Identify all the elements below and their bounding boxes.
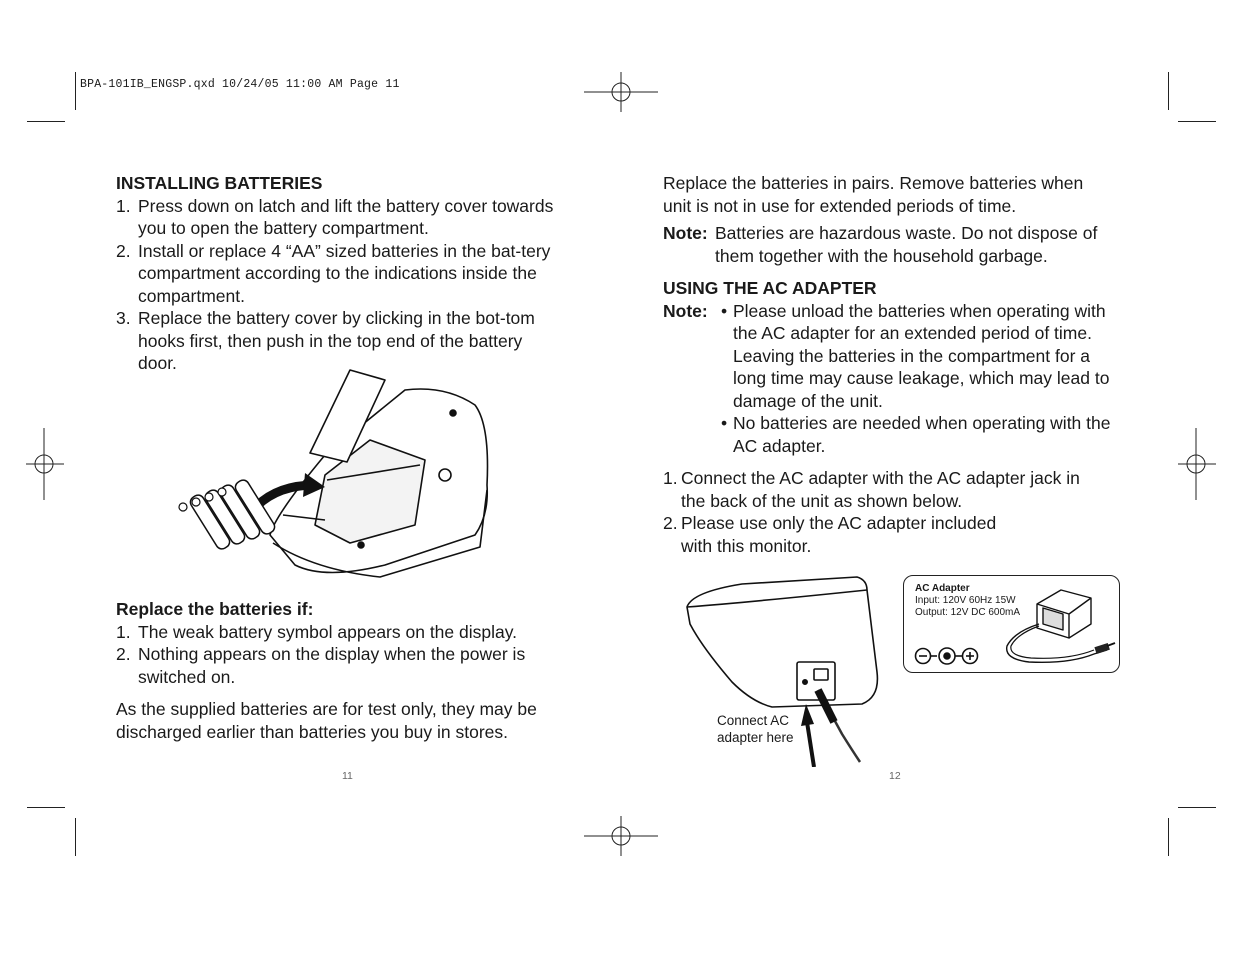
list-item bbox=[721, 412, 1113, 457]
step-number: 3. bbox=[116, 308, 131, 328]
battery-compartment-illustration bbox=[175, 365, 495, 585]
step-number: 2. bbox=[663, 513, 678, 533]
list-item bbox=[116, 195, 566, 240]
bullet-icon: • bbox=[721, 413, 728, 433]
note-label: Note: bbox=[663, 300, 708, 321]
list-item bbox=[116, 240, 566, 308]
note-text: Batteries are hazardous waste. Do not dispose of them together with the household garbage. bbox=[715, 223, 1098, 266]
page-number-right: 12 bbox=[889, 770, 901, 782]
adapter-title: AC Adapter bbox=[915, 583, 970, 594]
step-number: 1. bbox=[116, 621, 131, 642]
caption-line: Connect AC bbox=[717, 713, 790, 728]
supplied-batteries-note: As the supplied batteries are for test only, they may be discharged earlier than batteries you buy in stores. bbox=[116, 699, 537, 742]
page-number-left: 11 bbox=[342, 770, 353, 782]
list-item bbox=[663, 512, 1026, 557]
note-label: Note: bbox=[663, 223, 708, 243]
ac-note bbox=[663, 300, 1113, 458]
connect-caption bbox=[717, 712, 794, 746]
polarity-symbol-icon bbox=[914, 646, 980, 666]
ac-adapter-spec-box bbox=[903, 575, 1120, 673]
hazard-note bbox=[663, 222, 1113, 267]
replace-steps-list bbox=[116, 621, 556, 689]
caption-line: adapter here bbox=[717, 730, 794, 745]
step-number: 2. bbox=[116, 644, 131, 664]
list-item bbox=[721, 300, 1113, 413]
right-page bbox=[663, 172, 1113, 557]
bullet-icon: • bbox=[721, 300, 728, 321]
install-steps-list bbox=[116, 195, 566, 375]
left-page bbox=[116, 172, 566, 375]
step-text: Replace the battery cover by clicking in the bot-tom hooks first, then push in the top end of the battery door. bbox=[138, 308, 535, 373]
step-text: Connect the AC adapter with the AC adapter jack in the back of the unit as shown below. bbox=[681, 468, 1080, 511]
installing-batteries-heading: INSTALLING BATTERIES bbox=[116, 173, 323, 193]
step-text: Install or replace 4 “AA” sized batteries in the bat-tery compartment according to the indications inside the compartment. bbox=[138, 240, 551, 306]
adapter-input: Input: 120V 60Hz 15W bbox=[915, 595, 1016, 606]
ac-adapter-heading: USING THE AC ADAPTER bbox=[663, 278, 877, 298]
step-number: 1. bbox=[663, 468, 678, 488]
replace-section bbox=[116, 598, 566, 743]
bullet-text: No batteries are needed when operating with the AC adapter. bbox=[733, 413, 1111, 456]
replace-batteries-heading: Replace the batteries if: bbox=[116, 599, 314, 619]
bullet-text: Please unload the batteries when operating with the AC adapter for an extended period of time. Leaving the batteries in the compartment for a long time may cause leakage, which may lead to damage of the unit. bbox=[733, 300, 1110, 411]
list-item bbox=[663, 467, 1108, 512]
ac-steps-list bbox=[663, 467, 1108, 557]
step-text: Nothing appears on the display when the power is switched on. bbox=[138, 644, 526, 687]
replace-pairs-paragraph: Replace the batteries in pairs. Remove batteries when unit is not in use for extended periods of time. bbox=[663, 173, 1084, 216]
power-adapter-illustration bbox=[999, 584, 1117, 668]
step-text: Press down on latch and lift the battery cover towards you to open the battery compartment. bbox=[138, 195, 554, 238]
list-item bbox=[116, 643, 556, 688]
step-number: 2. bbox=[116, 240, 131, 261]
step-text: Please use only the AC adapter included with this monitor. bbox=[681, 513, 997, 556]
adapter-output: Output: 12V DC 600mA bbox=[915, 607, 1021, 618]
step-number: 1. bbox=[116, 195, 131, 216]
file-slug: BPA-101IB_ENGSP.qxd 10/24/05 11:00 AM Page 11 bbox=[80, 78, 400, 91]
list-item bbox=[116, 621, 556, 644]
step-text: The weak battery symbol appears on the display. bbox=[138, 621, 518, 642]
